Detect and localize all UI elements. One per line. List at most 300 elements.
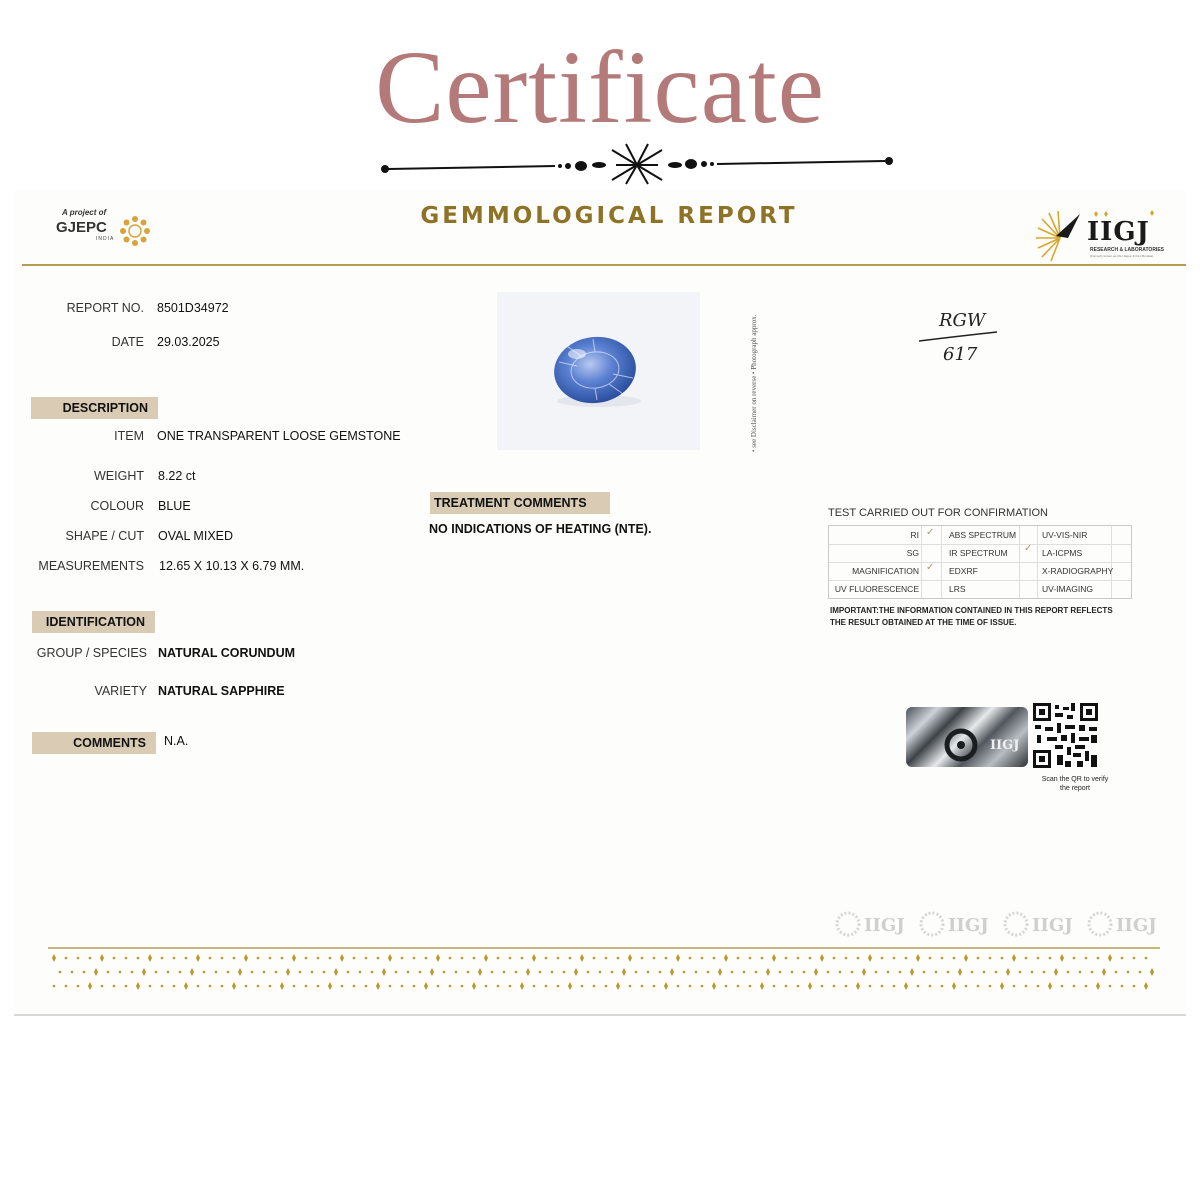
handwritten-top: RGW — [939, 310, 986, 331]
dot-ornament — [179, 971, 182, 974]
dot-ornament — [605, 957, 608, 960]
dot-ornament — [539, 971, 542, 974]
dot-ornament — [77, 957, 80, 960]
dot-ornament — [797, 985, 800, 988]
dot-ornament — [65, 985, 68, 988]
dot-ornament — [712, 982, 716, 990]
dot-ornament — [868, 954, 872, 962]
dot-ornament — [1060, 954, 1064, 962]
dot-ornament — [467, 971, 470, 974]
dot-ornament — [125, 957, 128, 960]
dot-ornament — [88, 982, 92, 990]
iigj-watermarks — [834, 908, 1164, 940]
weight-value: 8.22 ct — [158, 469, 196, 483]
colour-value: BLUE — [158, 499, 191, 513]
report-no-label: REPORT NO. — [66, 301, 144, 315]
dot-ornament — [1048, 982, 1052, 990]
dot-ornament — [737, 957, 740, 960]
hologram-graphic — [906, 707, 1028, 767]
dot-ornament — [845, 957, 848, 960]
dot-ornament — [1127, 971, 1130, 974]
dot-ornament — [916, 954, 920, 962]
gjepc-logo-text: GJEPC — [56, 219, 107, 236]
dot-ornament — [376, 982, 380, 990]
gjepc-country: INDIA — [96, 236, 115, 242]
dot-ornament — [340, 954, 344, 962]
item-value: ONE TRANSPARENT LOOSE GEMSTONE — [157, 429, 401, 443]
dot-ornament — [953, 957, 956, 960]
iigj-subtitle: RESEARCH & LABORATORIES — [1090, 247, 1164, 253]
dot-ornament — [353, 957, 356, 960]
dot-ornament — [965, 985, 968, 988]
treatment-value: NO INDICATIONS OF HEATING (NTE). — [429, 522, 652, 536]
dot-ornament — [569, 957, 572, 960]
dot-ornament — [311, 971, 314, 974]
date-value: 29.03.2025 — [157, 335, 220, 349]
test-x-radiography: X-RADIOGRAPHY — [1042, 566, 1114, 576]
dot-ornament — [779, 971, 782, 974]
dot-ornament — [1150, 968, 1154, 976]
dot-ornament — [532, 954, 536, 962]
dot-ornament — [676, 954, 680, 962]
dot-ornament — [875, 971, 878, 974]
dot-ornament — [1025, 957, 1028, 960]
qr-code[interactable] — [1033, 703, 1098, 768]
dot-ornament — [808, 982, 812, 990]
dot-ornament — [503, 971, 506, 974]
dot-ornament — [641, 957, 644, 960]
dot-ornament — [593, 957, 596, 960]
dot-ornament — [257, 985, 260, 988]
dot-ornament — [149, 985, 152, 988]
dot-ornament — [305, 985, 308, 988]
dot-ornament — [472, 982, 476, 990]
dot-ornament — [785, 957, 788, 960]
dot-ornament — [185, 957, 188, 960]
check-icon: ✓ — [926, 527, 935, 538]
dot-ornament — [1031, 971, 1034, 974]
dot-ornament — [941, 957, 944, 960]
dot-ornament — [329, 957, 332, 960]
dot-ornament — [425, 957, 428, 960]
dot-ornament — [1096, 982, 1100, 990]
dot-ornament — [568, 982, 572, 990]
dot-ornament — [1006, 968, 1010, 976]
dot-ornament — [580, 954, 584, 962]
dot-ornament — [893, 985, 896, 988]
test-abs-spectrum: ABS SPECTRUM — [949, 530, 1017, 540]
important-note — [830, 605, 1130, 629]
dot-ornament — [526, 968, 530, 976]
dot-ornament — [629, 985, 632, 988]
dot-ornament — [887, 971, 890, 974]
dot-ornament — [1121, 985, 1124, 988]
dot-ornament — [1043, 971, 1046, 974]
test-lrs: LRS — [949, 584, 966, 594]
dot-ornament — [184, 982, 188, 990]
dot-ornament — [773, 985, 776, 988]
dot-ornament — [473, 957, 476, 960]
dot-ornament — [797, 957, 800, 960]
photo-disclaimer — [748, 292, 760, 454]
dot-ornament — [557, 985, 560, 988]
dot-ornament — [161, 957, 164, 960]
dot-ornament — [341, 985, 344, 988]
dot-ornament — [280, 982, 284, 990]
dot-ornament — [1073, 985, 1076, 988]
dot-ornament — [743, 971, 746, 974]
table-rule — [921, 526, 922, 598]
dot-ornament — [190, 968, 194, 976]
table-rule — [1019, 526, 1020, 598]
dot-ornament — [407, 971, 410, 974]
dot-ornament — [659, 971, 662, 974]
dot-ornament — [533, 985, 536, 988]
dot-ornament — [365, 957, 368, 960]
dot-ornament — [371, 971, 374, 974]
dot-ornament — [245, 985, 248, 988]
dot-ornament — [424, 982, 428, 990]
dot-ornament — [545, 985, 548, 988]
watermark-text: IIGJ — [1032, 915, 1073, 936]
dot-ornament — [670, 968, 674, 976]
dot-ornament — [803, 971, 806, 974]
ornamental-divider — [380, 140, 895, 186]
dot-ornament — [1073, 957, 1076, 960]
shape-value: OVAL MIXED — [158, 529, 234, 543]
dot-ornament — [574, 968, 578, 976]
dot-ornament — [857, 957, 860, 960]
dot-ornament — [1037, 957, 1040, 960]
dot-ornament — [929, 985, 932, 988]
test-magnification: MAGNIFICATION — [852, 566, 919, 576]
dot-ornament — [203, 971, 206, 974]
dot-ornament — [1037, 985, 1040, 988]
weight-label: WEIGHT — [94, 469, 144, 483]
dot-ornament — [749, 957, 752, 960]
dot-ornament — [244, 954, 248, 962]
treatment-heading: TREATMENT COMMENTS — [430, 492, 610, 514]
test-ri: RI — [910, 530, 919, 540]
dot-ornament — [821, 985, 824, 988]
dot-ornament — [827, 971, 830, 974]
hologram-sticker — [906, 707, 1028, 767]
dot-ornament — [1085, 957, 1088, 960]
dot-ornament — [893, 957, 896, 960]
shape-label: SHAPE / CUT — [65, 529, 144, 543]
test-edxrf: EDXRF — [949, 566, 978, 576]
report-heading: GEMMOLOGICAL REPORT — [420, 203, 798, 229]
dot-ornament — [520, 982, 524, 990]
qr-caption: Scan the QR to verify the report — [1041, 776, 1109, 792]
dot-ornament — [59, 971, 62, 974]
identification-heading: IDENTIFICATION — [32, 611, 155, 633]
dot-ornament — [766, 968, 770, 976]
dot-ornament — [1000, 982, 1004, 990]
dot-ornament — [665, 957, 668, 960]
gjepc-tagline: A project of — [62, 208, 107, 217]
dot-ornament — [683, 971, 686, 974]
page-title: Certificate — [375, 30, 825, 145]
dot-ornament — [718, 968, 722, 976]
dot-ornament — [605, 985, 608, 988]
dot-ornament — [167, 971, 170, 974]
dot-ornament — [983, 971, 986, 974]
dot-ornament — [221, 985, 224, 988]
test-uv-imaging: UV-IMAGING — [1042, 584, 1094, 594]
dot-ornament — [125, 985, 128, 988]
dot-ornament — [820, 954, 824, 962]
dot-ornament — [611, 971, 614, 974]
test-uv-vis-nir: UV-VIS-NIR — [1042, 530, 1088, 540]
dot-ornament — [713, 957, 716, 960]
hologram-text: IIGJ — [990, 738, 1020, 753]
dot-ornament — [497, 957, 500, 960]
comments-value: N.A. — [164, 734, 189, 748]
photo-disclaimer-text: • see Disclaimer on reverse • Photograph approx. — [750, 314, 758, 452]
watermark-text: IIGJ — [864, 915, 905, 936]
dot-ornament — [599, 971, 602, 974]
dot-ornament — [1145, 957, 1148, 960]
dot-ornament — [148, 954, 152, 962]
dot-ornament — [209, 957, 212, 960]
dot-ornament — [227, 971, 230, 974]
dot-ornament — [437, 985, 440, 988]
dot-ornament — [419, 971, 422, 974]
dot-ornament — [107, 971, 110, 974]
dot-ornament — [263, 971, 266, 974]
dot-ornament — [952, 982, 956, 990]
dot-ornament — [299, 971, 302, 974]
dot-ornament — [989, 985, 992, 988]
dot-ornament — [155, 971, 158, 974]
dot-ornament — [497, 985, 500, 988]
table-rule — [1111, 526, 1112, 598]
dot-ornament — [449, 957, 452, 960]
dot-ornament — [695, 971, 698, 974]
dot-ornament — [1139, 971, 1142, 974]
dot-ornament — [83, 971, 86, 974]
dot-ornament — [137, 957, 140, 960]
dot-ornament — [935, 971, 938, 974]
dot-ornament — [856, 982, 860, 990]
dot-ornament — [1001, 957, 1004, 960]
dot-ornament — [995, 971, 998, 974]
dot-ornament — [89, 957, 92, 960]
dot-ornament — [881, 985, 884, 988]
dot-ornament — [1025, 985, 1028, 988]
dot-ornament — [101, 985, 104, 988]
dot-ornament — [232, 982, 236, 990]
dot-ornament — [131, 971, 134, 974]
dot-ornament — [707, 971, 710, 974]
dot-ornament — [382, 968, 386, 976]
dot-ornament — [119, 971, 122, 974]
dot-ornament — [814, 968, 818, 976]
dot-ornament — [749, 985, 752, 988]
dot-ornament — [845, 985, 848, 988]
dot-ornament — [491, 971, 494, 974]
dot-ornament — [725, 985, 728, 988]
dot-ornament — [653, 985, 656, 988]
dot-ornament — [1108, 954, 1112, 962]
dot-ornament — [269, 985, 272, 988]
group-species-value: NATURAL CORUNDUM — [158, 646, 296, 660]
dot-ornament — [485, 985, 488, 988]
dot-ornament — [958, 968, 962, 976]
dot-ornament — [1054, 968, 1058, 976]
dot-ornament — [964, 954, 968, 962]
dot-ornament — [353, 985, 356, 988]
dot-ornament — [833, 985, 836, 988]
check-icon: ✓ — [1024, 543, 1033, 554]
date-label: DATE — [111, 335, 144, 349]
decorative-dot-band — [48, 946, 1160, 998]
dot-ornament — [71, 971, 74, 974]
dot-ornament — [772, 954, 776, 962]
header-rule — [22, 264, 1186, 266]
dot-ornament — [142, 968, 146, 976]
dot-ornament — [281, 957, 284, 960]
dot-ornament — [1121, 957, 1124, 960]
measurements-label: MEASUREMENTS — [38, 559, 144, 573]
dot-ornament — [701, 985, 704, 988]
dot-ornament — [941, 985, 944, 988]
dot-ornament — [443, 971, 446, 974]
variety-value: NATURAL SAPPHIRE — [158, 684, 285, 698]
dot-ornament — [173, 957, 176, 960]
dot-ornament — [689, 985, 692, 988]
dot-ornament — [65, 957, 68, 960]
dot-ornament — [305, 957, 308, 960]
dot-ornament — [622, 968, 626, 976]
sapphire-image — [497, 292, 700, 450]
dot-ornament — [904, 982, 908, 990]
handwritten-note — [905, 300, 1015, 370]
dot-ornament — [862, 968, 866, 976]
dot-ornament — [317, 985, 320, 988]
dot-ornament — [647, 971, 650, 974]
report-no-value: 8501D34972 — [157, 301, 229, 315]
dot-ornament — [809, 957, 812, 960]
tests-title: TEST CARRIED OUT FOR CONFIRMATION — [828, 507, 1049, 519]
dot-ornament — [881, 957, 884, 960]
dot-ornament — [347, 971, 350, 974]
dot-ornament — [413, 957, 416, 960]
dot-ornament — [1079, 971, 1082, 974]
dot-ornament — [461, 985, 464, 988]
dot-ornament — [701, 957, 704, 960]
dot-ornament — [917, 985, 920, 988]
dot-ornament — [545, 957, 548, 960]
dot-ornament — [677, 985, 680, 988]
dot-ornament — [737, 985, 740, 988]
dot-ornament — [1133, 985, 1136, 988]
dot-ornament — [905, 957, 908, 960]
dot-ornament — [1109, 985, 1112, 988]
dot-ornament — [52, 954, 56, 962]
item-label: ITEM — [114, 429, 144, 443]
dot-ornament — [1067, 971, 1070, 974]
dot-ornament — [791, 971, 794, 974]
dot-ornament — [484, 954, 488, 962]
dot-ornament — [785, 985, 788, 988]
dot-ornament — [53, 985, 56, 988]
dot-ornament — [365, 985, 368, 988]
dot-ornament — [587, 971, 590, 974]
comments-heading: COMMENTS — [32, 732, 156, 754]
dot-ornament — [377, 957, 380, 960]
test-sg: SG — [906, 548, 919, 558]
iigj-note: (Formerly known as IIGJ Jaipur & IIGJ Mumbai) — [1090, 254, 1154, 258]
dot-ornament — [1133, 957, 1136, 960]
dot-ornament — [1049, 957, 1052, 960]
dot-ornament — [641, 985, 644, 988]
dot-ornament — [238, 968, 242, 976]
dot-ornament — [323, 971, 326, 974]
dot-ornament — [724, 954, 728, 962]
dot-ornament — [1115, 971, 1118, 974]
dot-ornament — [899, 971, 902, 974]
gemstone-photo — [497, 292, 700, 450]
dot-ornament — [77, 985, 80, 988]
dot-ornament — [509, 957, 512, 960]
dot-ornament — [455, 971, 458, 974]
dot-ornament — [617, 957, 620, 960]
dot-ornament — [1097, 957, 1100, 960]
dot-ornament — [971, 971, 974, 974]
dot-ornament — [760, 982, 764, 990]
dot-ornament — [616, 982, 620, 990]
dot-ornament — [929, 957, 932, 960]
dot-ornament — [436, 954, 440, 962]
dot-ornament — [833, 957, 836, 960]
dot-ornament — [209, 985, 212, 988]
dot-ornament — [388, 954, 392, 962]
dot-ornament — [977, 985, 980, 988]
dot-ornament — [317, 957, 320, 960]
variety-label: VARIETY — [94, 684, 147, 698]
dot-ornament — [1144, 982, 1148, 990]
check-icon: ✓ — [926, 562, 935, 573]
dot-ornament — [233, 957, 236, 960]
dot-ornament — [395, 971, 398, 974]
dot-ornament — [635, 971, 638, 974]
dot-ornament — [197, 985, 200, 988]
dot-ornament — [947, 971, 950, 974]
important-label: IMPORTANT: — [830, 606, 879, 615]
dot-ornament — [328, 982, 332, 990]
dot-ornament — [923, 971, 926, 974]
dot-ornament — [551, 971, 554, 974]
dot-ornament — [413, 985, 416, 988]
dot-ornament — [269, 957, 272, 960]
group-species-label: GROUP / SPECIES — [36, 646, 147, 660]
dot-ornament — [628, 954, 632, 962]
dot-ornament — [563, 971, 566, 974]
dot-ornament — [389, 985, 392, 988]
dot-ornament — [581, 985, 584, 988]
dot-ornament — [593, 985, 596, 988]
dot-ornament — [478, 968, 482, 976]
dot-ornament — [557, 957, 560, 960]
dot-ornament — [401, 957, 404, 960]
dot-ornament — [1102, 968, 1106, 976]
table-rule — [941, 526, 942, 598]
test-ir-spectrum: IR SPECTRUM — [949, 548, 1008, 558]
dot-ornament — [461, 957, 464, 960]
measurements-value: 12.65 X 10.13 X 6.79 MM. — [159, 559, 305, 573]
